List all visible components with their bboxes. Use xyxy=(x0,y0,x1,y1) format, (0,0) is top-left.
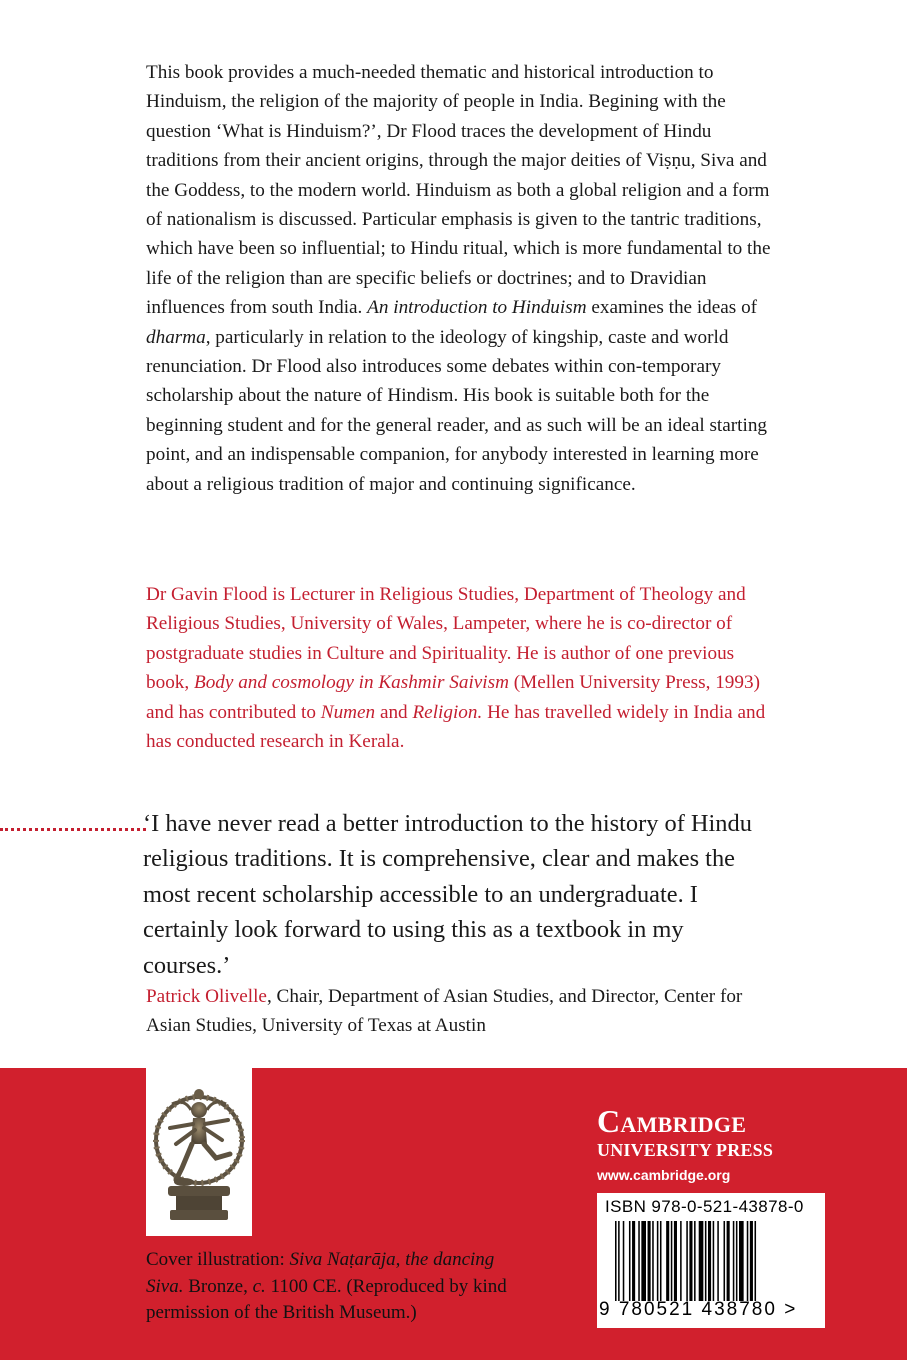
caption-material: Bronze, xyxy=(188,1275,248,1297)
review-quote: ‘I have never read a better introduction to the history of Hindu religious traditions. It is comprehensive, clear and makes the most recent scholarship accessible to an undergraduate. I certainly look forward to using this as a textbook in my courses.’ xyxy=(143,810,752,979)
dharma-term: dharma xyxy=(146,326,206,348)
caption-title: Siva Naṭarāja, the dancing Siva. xyxy=(146,1249,495,1297)
previous-book-title: Body and cosmology in Kashmir Saivism xyxy=(193,672,509,694)
bio-and: and xyxy=(379,701,408,723)
quote-attribution xyxy=(146,983,766,1040)
publisher-url: www.cambridge.org xyxy=(597,1167,731,1183)
isbn-label: ISBN 978-0-521-43878-0 xyxy=(605,1197,804,1216)
barcode-digits: 9 780521 438780 > xyxy=(599,1299,798,1320)
dotted-rule xyxy=(0,828,146,831)
publisher-press: UNIVERSITY PRESS xyxy=(597,1140,774,1160)
book-title: An introduction to Hinduism xyxy=(367,297,587,319)
journal-numen: Numen xyxy=(320,701,376,723)
cover-illustration-image xyxy=(146,1068,252,1236)
quote-affiliation: , Chair, Department of Asian Studies, and Director, Center for Asian Studies, University of Texas at Austin xyxy=(146,986,743,1036)
bio-text-3: He has travelled widely in India and has conducted research in Kerala. xyxy=(146,701,766,753)
barcode-icon xyxy=(615,1221,811,1301)
caption-credit: (Reproduced by kind permission of the British Museum.) xyxy=(146,1275,507,1323)
barcode-panel xyxy=(597,1193,825,1328)
publisher-name xyxy=(597,1104,837,1138)
blurb-text-2: examines the ideas of xyxy=(591,297,758,319)
bio-text-2: (Mellen University Press, 1993) and has contributed to xyxy=(146,672,760,723)
blurb-text-3: , particularly in relation to the ideology of kingship, caste and world renunciation. Dr Flood also introduces some debates within con-temporary scholarship about the nature of Hindism. His book is suitable both for the beginning student and for the general reader, and as such will be an ideal starting point, and an indispensable companion, for anybody interested in learning more about a religious tradition of major and continuing significance. xyxy=(146,326,768,495)
author-bio xyxy=(146,580,766,756)
cover-caption xyxy=(146,1247,526,1327)
caption-circa: c. xyxy=(252,1275,266,1297)
bio-text-1: Dr Gavin Flood is Lecturer in Religious Studies, Department of Theology and Religious Studies, University of Wales, Lampeter, where he is co-director of postgraduate studies in Culture and Spirituality. He is author of one previous book, xyxy=(146,584,746,694)
journal-religion: Religion. xyxy=(412,701,483,723)
nataraja-statue-icon xyxy=(146,1068,252,1236)
blurb-text-1: This book provides a much-needed thematic and historical introduction to Hinduism, the religion of the majority of people in India. Begining with the question ‘What is Hinduism?’, Dr Flood traces the development of Hindu traditions from their ancient origins, through the major deities of Viṣṇu, Siva and the Goddess, to the modern world. Hinduism as both a global religion and a form of nationalism is discussed. Particular emphasis is given to the tantric traditions, which have been so influential; to Hindu ritual, which is more fundamental to the life of the religion than are specific beliefs or doctrines; and to Dravidian influences from south India. xyxy=(146,62,771,319)
caption-date: 1100 CE. xyxy=(270,1275,342,1297)
blurb-paragraph xyxy=(146,58,776,499)
quote-author: Patrick Olivelle xyxy=(146,986,267,1007)
caption-label: Cover illustration: xyxy=(146,1249,285,1270)
publisher-cambridge: Cambridge xyxy=(597,1103,747,1139)
